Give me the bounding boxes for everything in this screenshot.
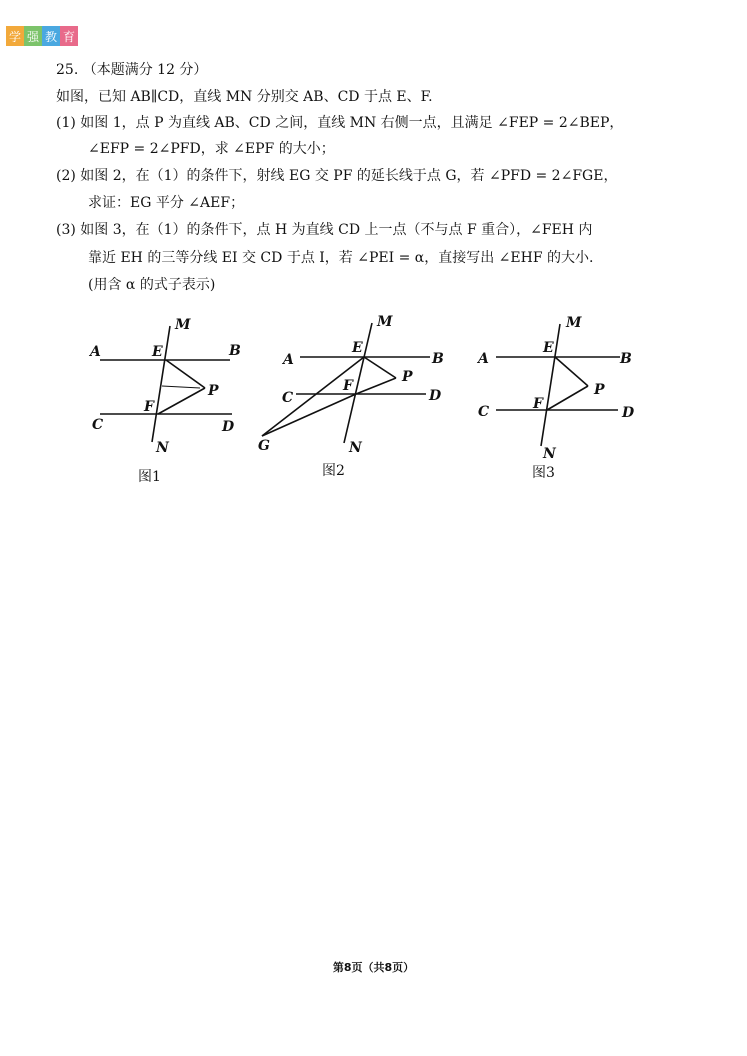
fig1-label-e: E [152, 344, 163, 360]
fig2-label-m: M [377, 314, 393, 330]
logo-char-3: 教 [42, 26, 60, 46]
part3-line2: 靠近 EH 的三等分线 EI 交 CD 于点 I，若 ∠PEI = α，直接写出 ∠EHF 的大小. [88, 250, 594, 266]
fig2-label-e: E [352, 340, 363, 356]
fig3-label-a: A [478, 351, 489, 367]
fig3-label-c: C [478, 404, 490, 420]
fig1-label-b: B [229, 343, 241, 359]
fig1-label-a: A [90, 344, 101, 360]
fig2-label-b: B [432, 351, 444, 367]
fig3-label-b: B [620, 351, 632, 367]
fig2-label-c: C [282, 390, 294, 406]
publisher-logo [6, 26, 78, 46]
logo-char-4: 育 [60, 26, 78, 46]
part2-line2: 求证：EG 平分 ∠AEF； [88, 195, 245, 211]
part2-line1: (2) 如图 2，在（1）的条件下，射线 EG 交 PF 的延长线于点 G，若 ∠PFD = 2∠FGE， [56, 168, 618, 184]
fig2-label-g: G [258, 438, 270, 454]
fig1-label-n: N [156, 440, 169, 456]
fig2-label-n: N [349, 440, 362, 456]
logo-char-2: 强 [24, 26, 42, 46]
fig3-caption: 图3 [532, 465, 555, 481]
fig2-label-d: D [429, 388, 442, 404]
part3-line1: (3) 如图 3，在（1）的条件下，点 H 为直线 CD 上一点（不与点 F 重合），∠FEH 内 [56, 222, 593, 238]
page-footer: 第8页（共8页） [332, 961, 415, 974]
fig1-label-f: F [144, 399, 154, 415]
fig1-seg-stray [162, 386, 200, 388]
fig1-caption: 图1 [138, 469, 161, 485]
fig3-label-f: F [533, 396, 543, 412]
part1-line2: ∠EFP = 2∠PFD，求 ∠EPF 的大小； [88, 141, 335, 157]
part3-line3: (用含 α 的式子表示) [88, 277, 216, 293]
fig3-label-p: P [594, 382, 605, 398]
part1-line1: (1) 如图 1，点 P 为直线 AB、CD 之间，直线 MN 右侧一点，且满足 ∠FEP = 2∠BEP， [56, 115, 624, 131]
fig1-seg-fp [158, 388, 205, 414]
fig3-label-d: D [622, 405, 635, 421]
question-header: 25. （本题满分 12 分） [56, 62, 208, 78]
fig2-label-f: F [343, 378, 353, 394]
fig3-label-m: M [566, 315, 582, 331]
fig1-label-c: C [92, 417, 104, 433]
logo-char-1: 学 [6, 26, 24, 46]
fig2-seg-fp [356, 378, 396, 394]
fig3-label-n: N [543, 446, 556, 462]
fig1-label-d: D [222, 419, 235, 435]
fig1-label-p: P [208, 383, 219, 399]
fig2-seg-ep [364, 357, 396, 378]
fig3-seg-ep [555, 357, 588, 386]
fig1-label-m: M [175, 317, 191, 333]
fig2-label-p: P [402, 369, 413, 385]
question-intro: 如图，已知 AB∥CD，直线 MN 分别交 AB、CD 于点 E、F. [56, 89, 433, 105]
figures-area [0, 306, 747, 491]
fig1-seg-ep [166, 360, 205, 388]
fig2-caption: 图2 [322, 463, 345, 479]
fig3-label-e: E [543, 340, 554, 356]
fig3-seg-fp [547, 386, 588, 410]
fig2-label-a: A [283, 352, 294, 368]
